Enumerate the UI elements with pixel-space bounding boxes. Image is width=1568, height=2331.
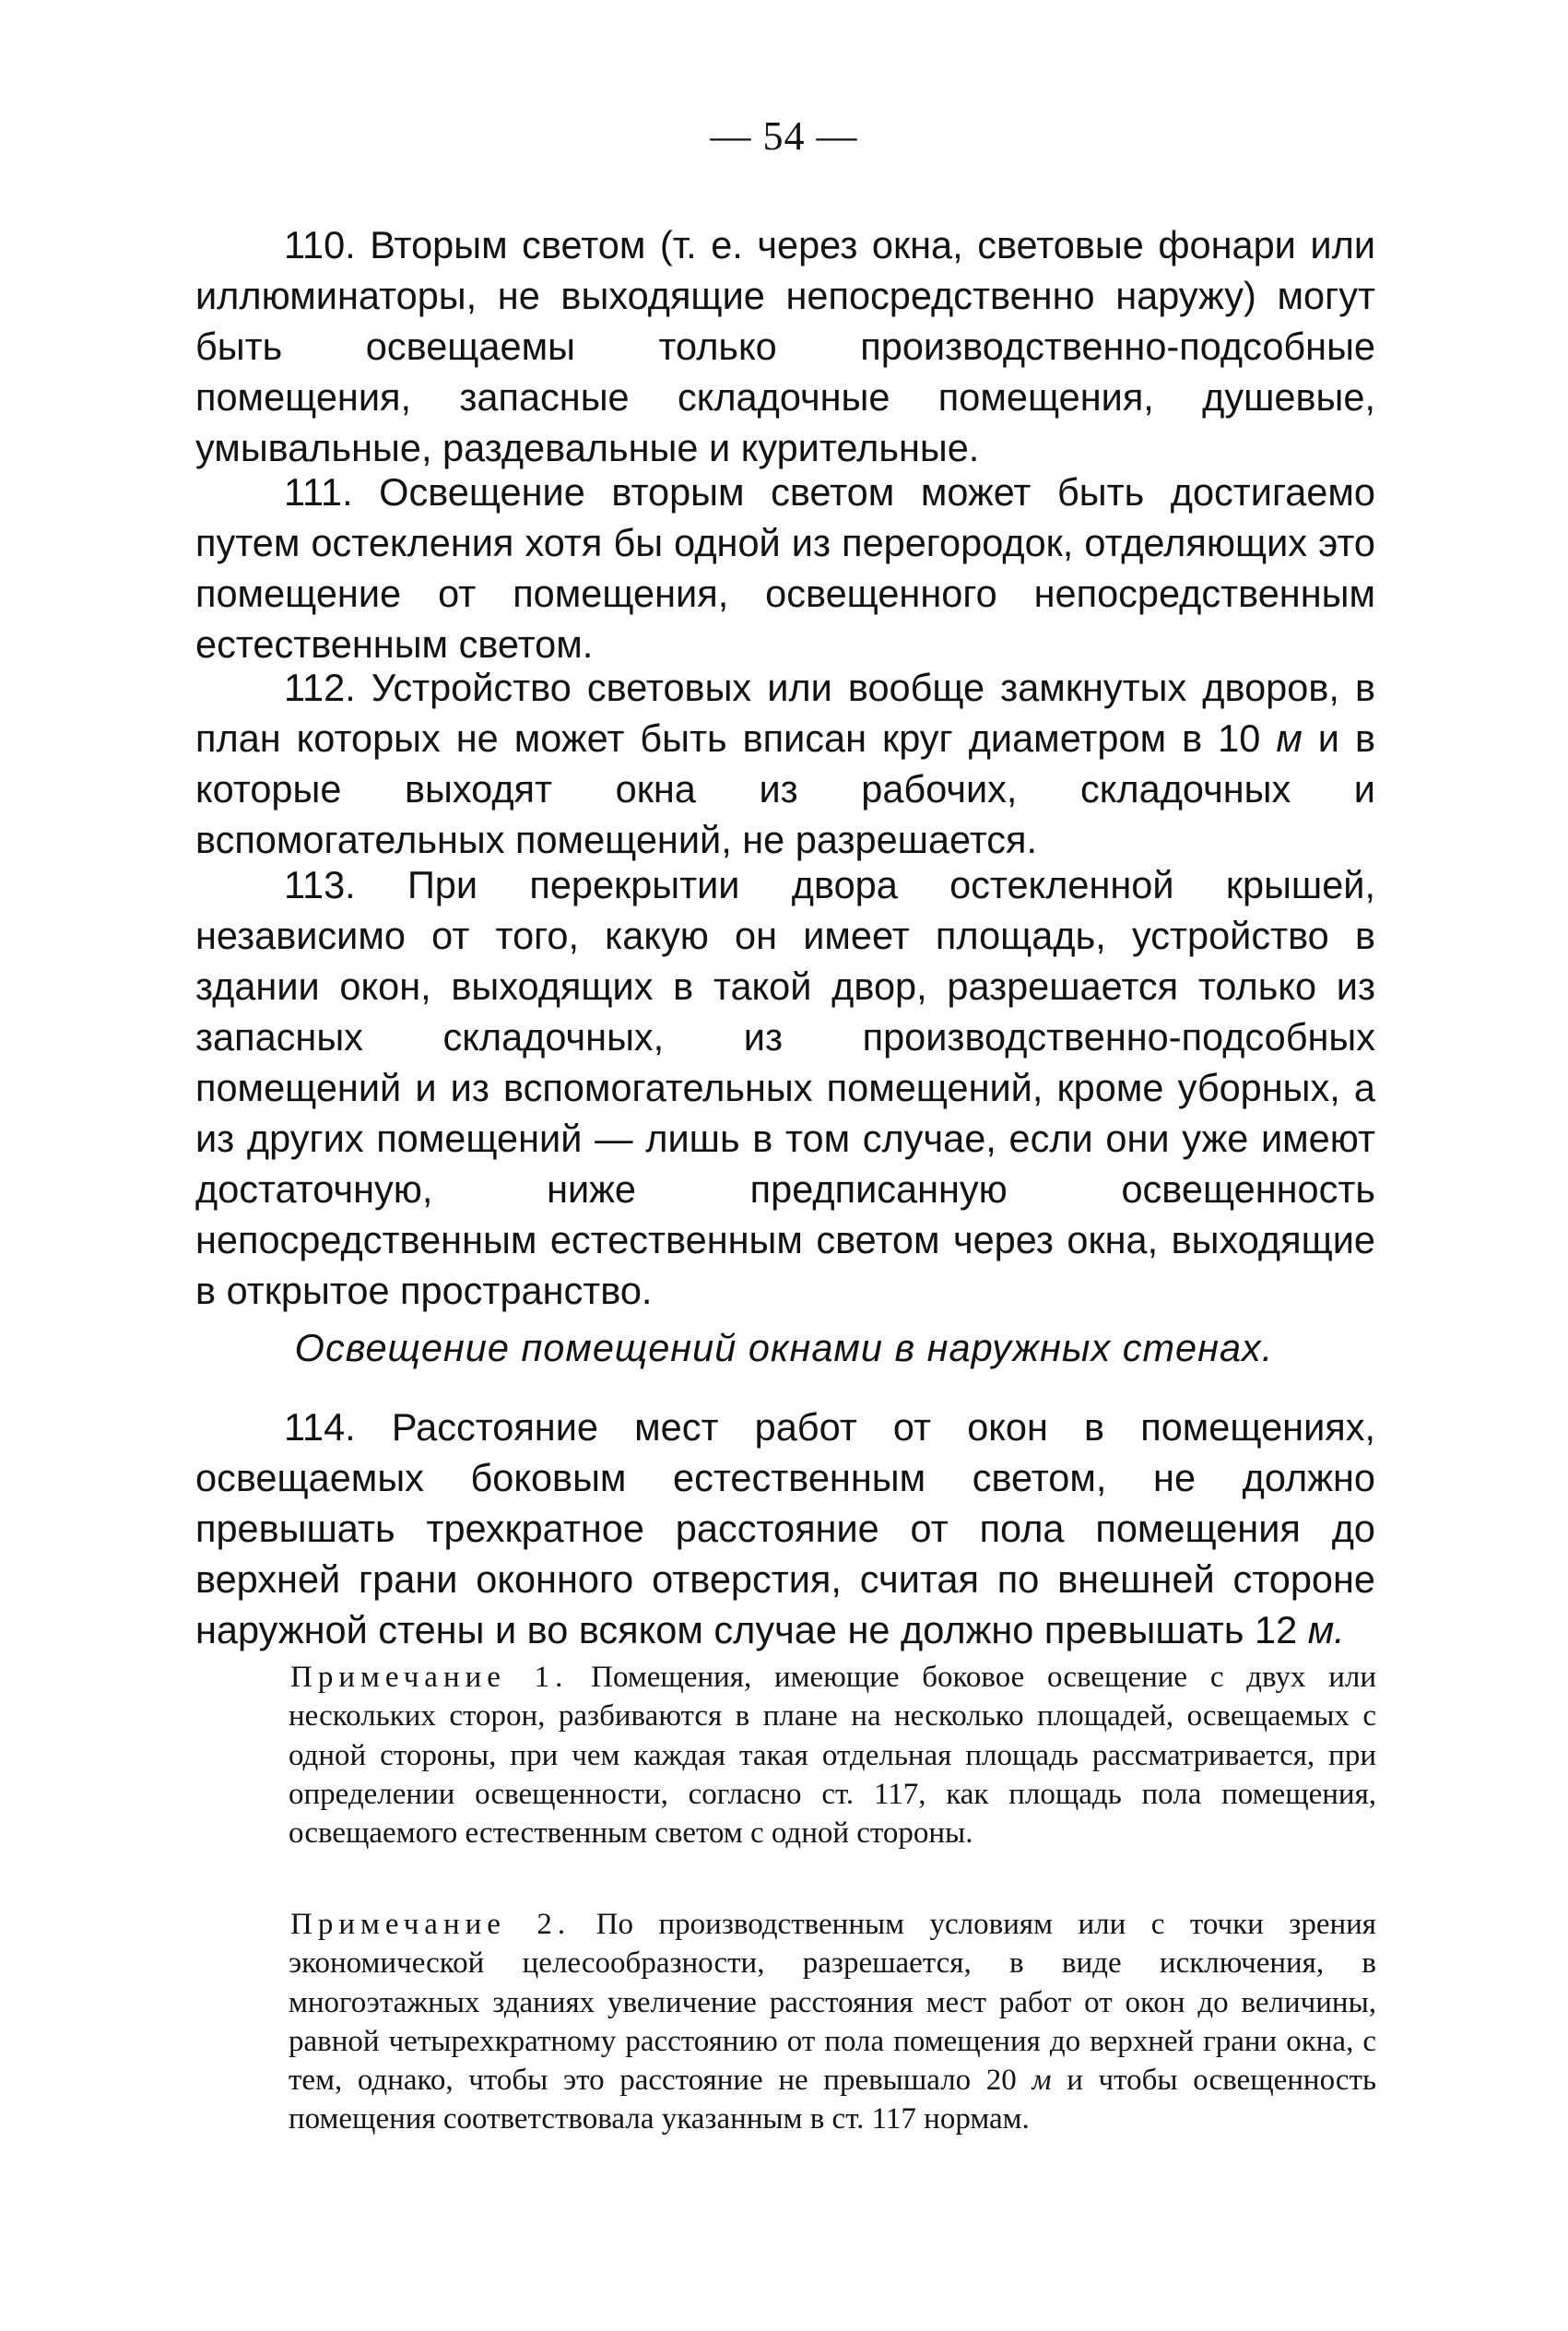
paragraph-113 — [195, 859, 1375, 1316]
paragraph-111-text: 111. Освещение вторым светом может быть достигаемо путем остекления хотя бы одной из перегородок, отделяющих это помещение от помещения, освещенного непосредственным естественным светом. — [195, 470, 1375, 666]
paragraph-112-part-2: и в которые выходят окна из рабочих, складочных и вспомогательных помещений, не разрешается. — [195, 716, 1375, 861]
paragraph-113-text: 113. При перекрытии двора остекленной крышей, независимо от того, какую он имеет площадь, устройство в здании окон, выходящих в такой двор, разрешается только из запасных складочных, из производственно-подсобных помещений и из вспомогательных помещений, кроме уборных, а из других помещений — лишь в том случае, если они уже имеют достаточную, ниже предписанную освещенность непосредственным естественным светом через окна, выходящие в открытое пространство. — [195, 863, 1375, 1312]
paragraph-110 — [195, 219, 1375, 473]
note-1-text — [289, 1658, 1376, 1852]
note-2 — [289, 1905, 1376, 2139]
paragraph-111 — [195, 467, 1375, 669]
unit-meters: м — [1276, 716, 1303, 760]
paragraph-112-part-1: 112. Устройство световых или вообще замкнутых дворов, в план которых не может быть вписан круг диаметром в 10 — [195, 666, 1375, 760]
paragraph-114-text — [195, 1402, 1375, 1655]
note-2-body-part-1: По производственным условиям или с точки зрения экономической целесообразности, разрешается, в виде исключения, в многоэтажных зданиях увеличение расстояния мест работ от окон до величины, равной четырехкратному расстоянию от пола помещения до верхней грани окна, с тем, однако, чтобы это расстояние не превышало 20 — [289, 1908, 1376, 2098]
paragraph-110-text: 110. Вторым светом (т. е. через окна, световые фонари или иллюминаторы, не выходящие непосредственно наружу) могут быть освещаемы только производственно-подсобные помещения, запасные складочные помещения, душевые, умывальные, раздевальные и курительные. — [195, 223, 1375, 469]
paragraph-112-text — [195, 662, 1375, 865]
note-2-text — [289, 1905, 1376, 2139]
note-1-body: Помещения, имеющие боковое освещение с двух или нескольких сторон, разбиваются в плане на несколько площадей, освещаемых с одной стороны, при чем каждая такая отдельная площадь рассматривается, при определении освещенности, согласно ст. 117, как площадь пола помещения, освещаемого естественным светом с одной стороны. — [289, 1661, 1376, 1851]
unit-meters: м. — [1307, 1608, 1345, 1651]
paragraph-114 — [195, 1402, 1375, 1655]
page-number: — 54 — — [710, 113, 858, 159]
paragraph-114-part-1: 114. Расстояние мест работ от окон в помещениях, освещаемых боковым естественным светом, не должно превышать трехкратное расстояние от пола помещения до верхней грани оконного отверстия, считая по внешней стороне наружной стены и во всяком случае не должно превышать 12 — [195, 1405, 1375, 1651]
section-heading: Освещение помещений окнами в наружных стенах. — [294, 1326, 1274, 1369]
paragraph-112 — [195, 662, 1375, 865]
note-2-body-part-2: и чтобы освещенность помещения соответствовала указанным в ст. 117 нормам. — [289, 2064, 1377, 2136]
note-2-label: Примечание 2. — [290, 1908, 572, 1941]
note-1-label: Примечание 1. — [290, 1661, 569, 1694]
unit-meters: м — [1032, 2064, 1052, 2098]
note-1 — [289, 1658, 1376, 1852]
